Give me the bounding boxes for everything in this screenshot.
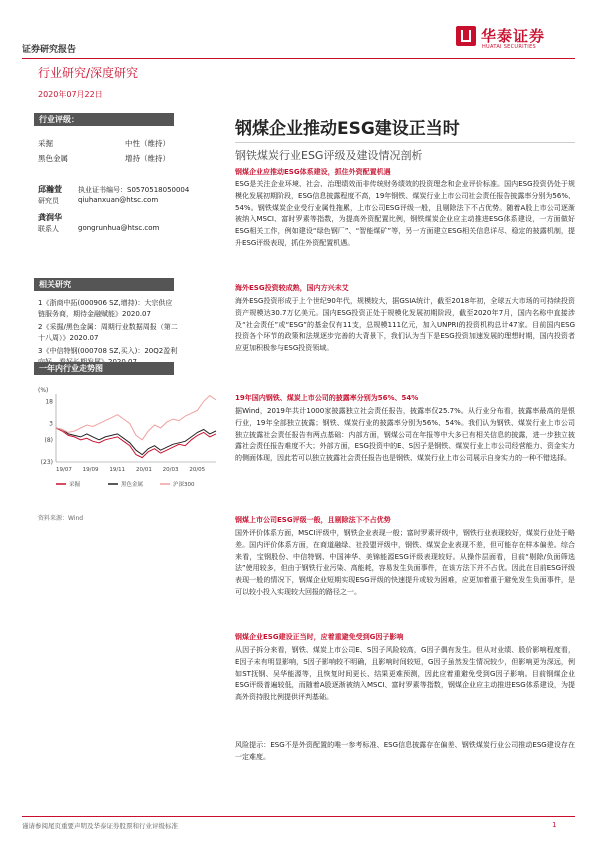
analyst-email: gongrunhua@htsc.com (78, 224, 160, 232)
section-paragraph: 从因子拆分来看，钢铁、煤炭上市公司E、S因子风险较高，G因子偶有发生。但从对业绩、股价影响程度看，E因子未有明显影响，S因子影响较不明确，且影响时间较短，G因子虽然发生情况较少，但影响更为深远，例如ST抚钢、吴华能源等，且恢复时间更长、结果更难预测，因此应着重避免受到G因子影响。目前钢煤企业ESG评级普遍较低，而随着A股逐渐被纳入MSCI、富时罗素等指数，钢煤企业应主动推进ESG体系建设，为提高外资持股比例提供评判基础。 (235, 646, 575, 702)
section-paragraph: 据Wind，2019年共计1000家披露独立社会责任报告，披露率仅25.7%。从行业分布看，披露率最高的是银行业，19年全部独立披露；钢铁、煤炭行业的披露率分别为56%、54%。我们认为钢铁、煤炭行业上市公司独立披露社会责任报告有两点基础：内部方面，钢煤公司在年报等中大多已有相关信息的披露，进一步独立披露社会责任报告难度不大；外部方面，ESG投资中的E、S因子是钢铁、煤炭行业上市公司经营能力、资金实力的侧面体现，因此若可以独立披露社会责任报告也是钢铁、煤炭行业上市公司展示自身实力的一种不错选择。 (235, 407, 575, 463)
analyst-role: 联系人 (38, 225, 59, 233)
analyst-email: qiuhanxuan@htsc.com (78, 196, 159, 204)
section-heading: 19年国内钢铁、煤炭上市公司的披露率分别为56%、54% (235, 394, 419, 402)
analyst-role: 研究员 (38, 197, 59, 205)
rating-value: 增持（维持） (125, 154, 170, 163)
rating-row (38, 153, 170, 164)
series-line (56, 396, 216, 440)
section-heading: 钢煤企业ESG建设正当时，应着重避免受到G因子影响 (235, 633, 404, 641)
section-paragraph: 国外评价体系方面，MSCI评级中，钢铁企业表现一般；富时罗素评级中，钢铁行业表现较好，煤炭行业处于略差。国内评价体系方面，在商道融绿、社投盟评级中，钢铁、煤炭企业表现不差，但可能存在样本偏差。综合来看，宝钢股份、中信特钢、中国神华、美锦能源ESG评级表现较好。从操作层面看，目前“剔除/负面筛选法”使用较多，但由于钢铁行业污染、高能耗，容易发生负面事件，在该方法下并不占优。因此在目前ESG评级表现一般的情况下，钢煤企业短期实现ESG评级的快速提升或较为困难，应更加着重于避免发生负面事件，是可以较小投入实现较大回报的路径之一。 (235, 529, 575, 596)
report-date: 2020年07月22日 (38, 90, 103, 99)
x-tick-label: 20/01 (136, 467, 152, 473)
report-type-label: 证券研究报告 (22, 45, 77, 55)
header-divider (22, 58, 575, 59)
analyst-name: 龚润华 (38, 213, 62, 222)
risk-warning: 风险提示：ESG不是外资配置的唯一参考标准、ESG信息披露存在偏差、钢铁煤炭行业公司推动ESG建设存在一定难度。 (235, 741, 575, 761)
related-item[interactable]: 3《中信特钢(000708 SZ,买入)：20Q2盈利 (38, 347, 178, 355)
related-heading: 相关研究 (34, 278, 174, 291)
section-heading: 钢煤上市公司ESG评级一般，且剔除法下不占优势 (235, 516, 391, 524)
footer-divider (22, 816, 575, 817)
x-tick-label: 20/05 (189, 467, 206, 473)
legend-label: 采掘 (69, 482, 81, 488)
analyst-block (38, 184, 228, 234)
page-subtitle: 钢铁煤炭行业ESG评级及建设情况剖析 (235, 149, 423, 162)
huatai-logo-icon (456, 26, 476, 46)
title-divider (235, 142, 575, 143)
y-tick-label: (8) (44, 436, 53, 444)
rating-sector: 黑色金属 (38, 154, 68, 163)
related-item[interactable]: 2《采掘/黑色金属：周期行业数据周报（第二十八周）》2020.07 (38, 323, 178, 342)
y-tick-label: (23) (40, 459, 53, 466)
industry-trend-chart (34, 384, 224, 496)
series-line (56, 428, 216, 455)
section-heading: 钢煤企业应推动ESG体系建设，抓住外资配置机遇 (235, 168, 391, 176)
analyst-cert: 执业证书编号：S0570518050004 (78, 186, 190, 194)
logo-name-cn: 华泰证券 (481, 27, 546, 45)
footer-disclaimer[interactable]: 谨请参阅尾页重要声明及华泰证券股票和行业评级标准 (22, 822, 178, 830)
trend-chart-svg (34, 384, 224, 496)
x-tick-label: 19/11 (109, 467, 126, 473)
section-paragraph: ESG是关注企业环境、社会、治理绩效而非传统财务绩效的投资理念和企业评价标准。国内ESG投资仍处于规模化发展初期阶段，ESG信息披露程度不高，19年钢铁、煤炭行业上市公司社会责任报告披露率分别为56%、54%。钢铁煤炭企业受行业属性拖累，上市公司ESG评级一般，且剔除法下不占优势。随着A股上市公司逐渐被纳入MSCI、富时罗素等指数，为提高外资配置比例，钢铁煤炭企业应主动推进ESG体系建设，一方面做好ESG相关工作，例如建设“绿色钢厂”、“智能煤矿”等，另一方面建立ESG相关信息详尽、稳定的披露机制，提升ESG评级表现，抓住外资配置机遇。 (235, 180, 575, 247)
related-list (38, 298, 178, 370)
section-paragraph: 海外ESG投资形成于上个世纪90年代，规模较大，据GSIA统计，截至2018年初，全球五大市场的可持续投资资产规模达30.7万亿美元。国内ESG投资正处于规模化发展初期阶段，截至2020年7月，国内名称中直接涉及“社会责任”或“ESG”的基金仅有11支，总规模111亿元，加入UNPRI的投资机构总计47家。目前国内ESG投资各个环节的政策和法规逐步完善的大背景下，我们认为当下是ESG投资加速发展的理想时期，国内投资者应更加积极参与ESG投资领域。 (235, 297, 575, 353)
report-category: 行业研究/深度研究 (38, 66, 139, 80)
x-tick-label: 19/07 (56, 467, 72, 473)
y-axis-unit: (%) (38, 387, 49, 394)
analyst-name: 邱瀚萱 (38, 185, 62, 194)
page-number: 1 (552, 821, 557, 829)
series-line (56, 428, 216, 458)
chart-source: 资料来源：Wind (38, 515, 84, 522)
chart-heading: 一年内行业走势图 (34, 362, 174, 375)
section-heading: 海外ESG投资较成熟，国内方兴未艾 (235, 284, 349, 292)
logo-name-en: HUATAI SECURITIES (482, 44, 536, 50)
rating-heading: 行业评级： (34, 113, 174, 126)
legend-label: 沪深300 (173, 482, 195, 488)
x-tick-label: 20/03 (162, 467, 179, 473)
page-title: 钢煤企业推动ESG建设正当时 (235, 119, 460, 139)
rating-row (38, 138, 170, 149)
x-tick-label: 19/09 (82, 467, 99, 473)
rating-sector: 采掘 (38, 139, 53, 148)
y-tick-label: 3 (49, 420, 53, 428)
y-tick-label: 18 (45, 398, 53, 406)
legend-label: 黑色金属 (121, 482, 144, 488)
related-item[interactable]: 1《浙商中拓(000906 SZ,增持)：大宗供应链服务商，期待金融赋能》2020.07 (38, 299, 173, 318)
rating-value: 中性（维持） (125, 139, 170, 148)
